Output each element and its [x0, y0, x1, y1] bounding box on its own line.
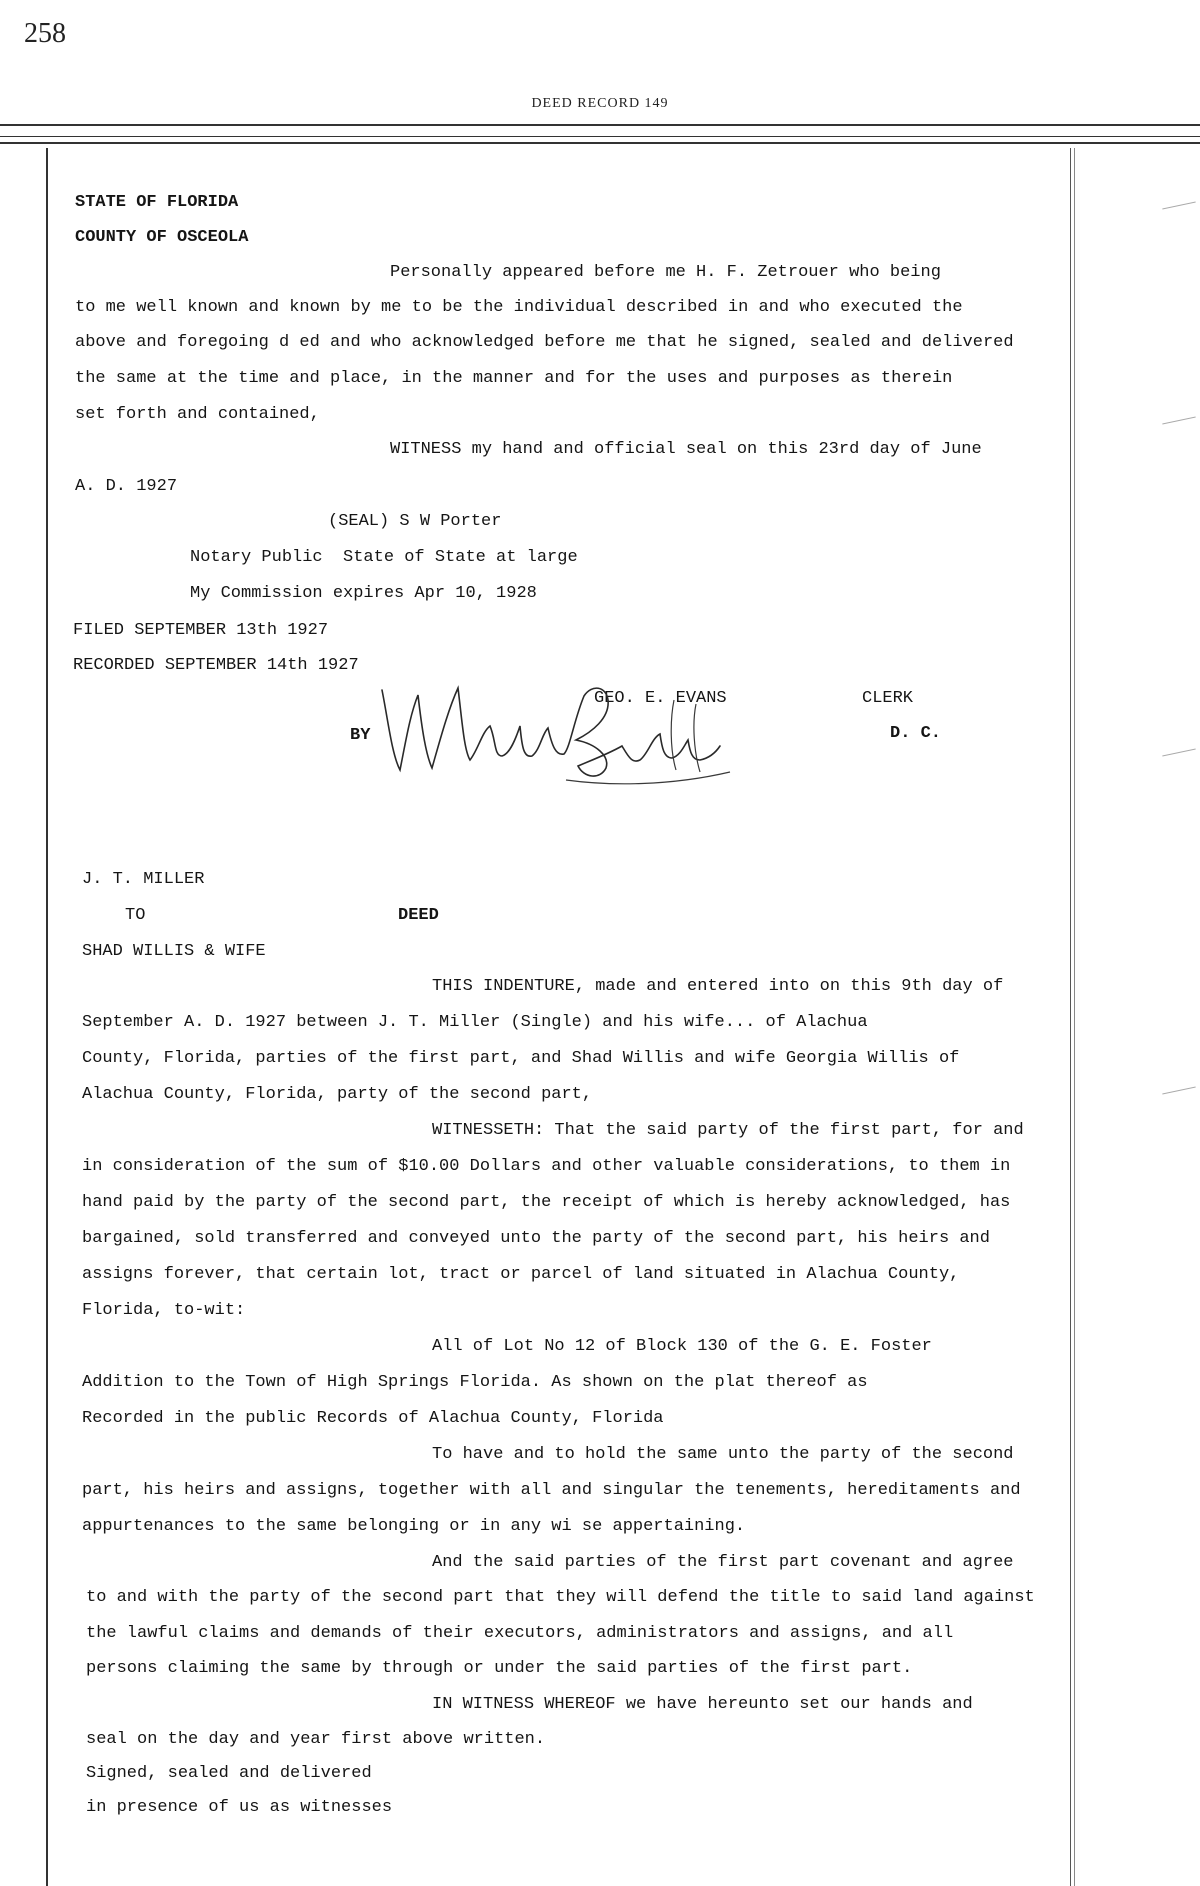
edge-mark	[1162, 201, 1195, 209]
header-rule	[0, 142, 1200, 144]
text-line: bargained, sold transferred and conveyed unto the party of the second part, his heirs and	[82, 1229, 990, 1248]
text-line: STATE OF FLORIDA	[75, 193, 239, 212]
text-line: Notary Public State of State at large	[190, 548, 578, 567]
text-line: in presence of us as witnesses	[86, 1798, 393, 1817]
text-line: IN WITNESS WHEREOF we have hereunto set our hands and	[432, 1695, 973, 1714]
text-line: set forth and contained,	[75, 405, 320, 424]
text-line: RECORDED SEPTEMBER 14th 1927	[73, 656, 359, 675]
text-line: FILED SEPTEMBER 13th 1927	[73, 621, 329, 640]
text-line: THIS INDENTURE, made and entered into on this 9th day of	[432, 977, 1004, 996]
text-line: above and foregoing d ed and who acknowledged before me that he signed, sealed and delivered	[75, 333, 1014, 352]
page-number: 258	[24, 18, 66, 49]
text-line: SHAD WILLIS & WIFE	[82, 942, 266, 961]
text-line: A. D. 1927	[75, 477, 178, 496]
text-line: WITNESS my hand and official seal on this 23rd day of June	[390, 440, 982, 459]
text-line: assigns forever, that certain lot, tract or parcel of land situated in Alachua County,	[82, 1265, 960, 1284]
text-line: BY	[350, 726, 371, 745]
text-line: Personally appeared before me H. F. Zetrouer who being	[390, 263, 941, 282]
text-line: the same at the time and place, in the manner and for the uses and purposes as therein	[75, 369, 953, 388]
text-line: September A. D. 1927 between J. T. Miller (Single) and his wife... of Alachua	[82, 1013, 868, 1032]
text-line: Signed, sealed and delivered	[86, 1764, 372, 1783]
header-rule	[0, 136, 1200, 137]
text-line: hand paid by the party of the second part, the receipt of which is hereby acknowledged, has	[82, 1193, 1011, 1212]
edge-mark	[1162, 1086, 1195, 1094]
text-line: Addition to the Town of High Springs Florida. As shown on the plat thereof as	[82, 1373, 868, 1392]
text-line: WITNESSETH: That the said party of the first part, for and	[432, 1121, 1024, 1140]
text-line: County, Florida, parties of the first part, and Shad Willis and wife Georgia Willis of	[82, 1049, 960, 1068]
margin-rule-right	[1070, 148, 1071, 1886]
text-line: D. C.	[890, 724, 942, 743]
text-line: My Commission expires Apr 10, 1928	[190, 584, 537, 603]
text-line: GEO. E. EVANS	[594, 689, 727, 708]
text-line: to and with the party of the second part that they will defend the title to said land against	[86, 1588, 1035, 1607]
text-line: part, his heirs and assigns, together with all and singular the tenements, hereditaments and	[82, 1481, 1021, 1500]
edge-mark	[1162, 416, 1195, 424]
text-line: TO	[125, 906, 146, 925]
text-line: CLERK	[862, 689, 914, 708]
text-line: To have and to hold the same unto the party of the second	[432, 1445, 1014, 1464]
clerk-signature	[370, 660, 750, 790]
text-line: J. T. MILLER	[82, 870, 205, 889]
margin-rule-right	[1074, 148, 1075, 1886]
text-line: Alachua County, Florida, party of the second part,	[82, 1085, 593, 1104]
text-line: the lawful claims and demands of their executors, administrators and assigns, and all	[86, 1624, 954, 1643]
page-header: DEED RECORD 149	[531, 96, 669, 111]
text-line: Recorded in the public Records of Alachua County, Florida	[82, 1409, 664, 1428]
text-line: All of Lot No 12 of Block 130 of the G. E. Foster	[432, 1337, 932, 1356]
header-rule	[0, 124, 1200, 126]
text-line: DEED	[398, 906, 439, 925]
text-line: And the said parties of the first part covenant and agree	[432, 1553, 1014, 1572]
edge-mark	[1162, 748, 1195, 756]
text-line: seal on the day and year first above written.	[86, 1730, 546, 1749]
text-line: to me well known and known by me to be the individual described in and who executed the	[75, 298, 963, 317]
text-line: Florida, to-wit:	[82, 1301, 246, 1320]
text-line: appurtenances to the same belonging or in any wi se appertaining.	[82, 1517, 746, 1536]
margin-rule-left	[46, 148, 48, 1886]
text-line: persons claiming the same by through or under the said parties of the first part.	[86, 1659, 913, 1678]
text-line: COUNTY OF OSCEOLA	[75, 228, 249, 247]
text-line: in consideration of the sum of $10.00 Dollars and other valuable considerations, to them in	[82, 1157, 1011, 1176]
text-line: (SEAL) S W Porter	[328, 512, 502, 531]
